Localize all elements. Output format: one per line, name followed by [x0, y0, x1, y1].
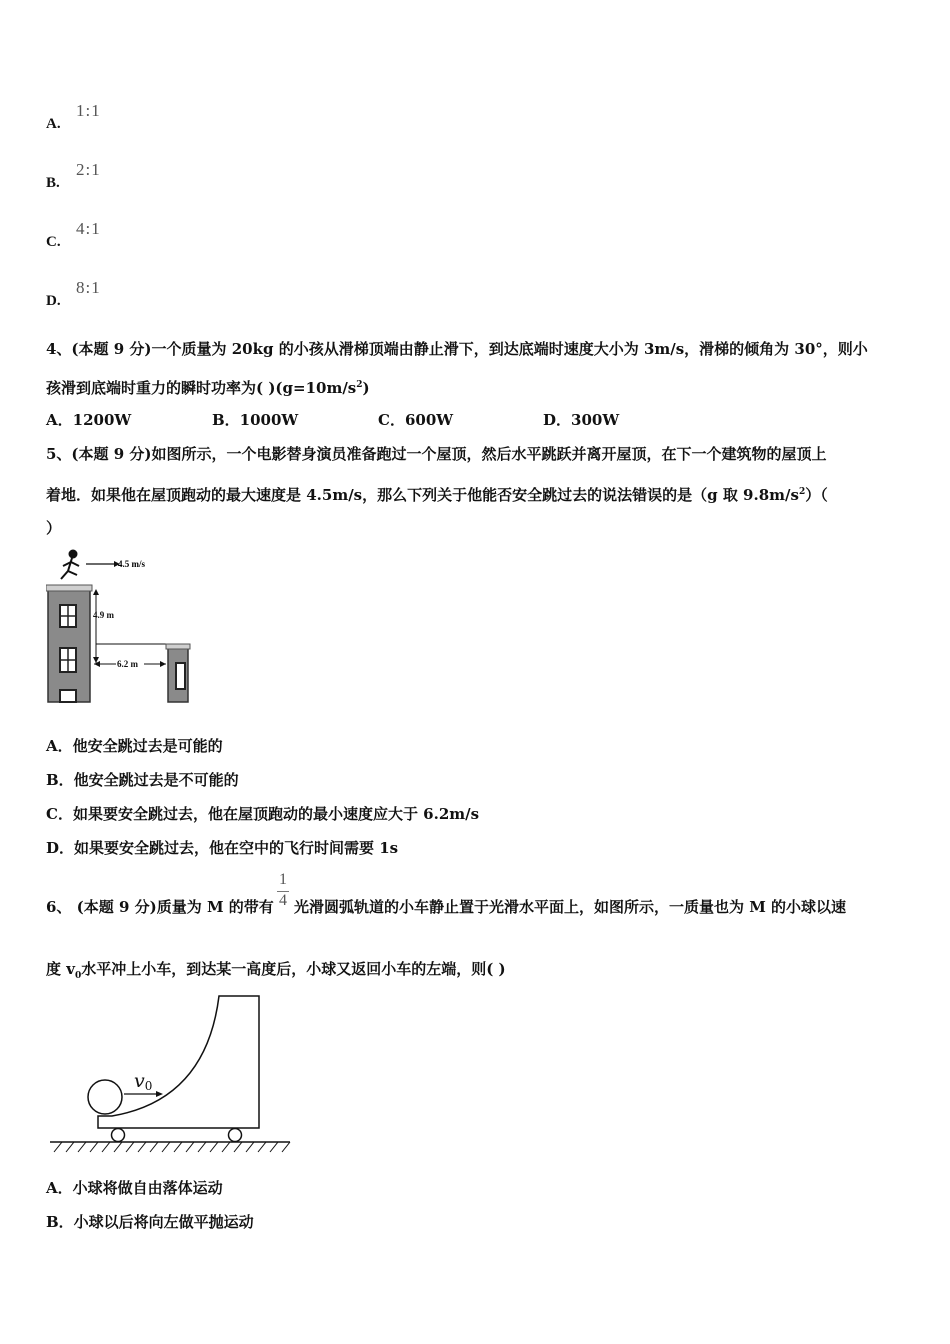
q6-stem-line2: 度 $v_0$水平冲上小车，到达某一高度后，小球又返回小车的左端，则( )	[46, 960, 506, 981]
right-roof	[166, 644, 190, 649]
q4-stem-line2: 孩滑到底端时重力的瞬时功率为( )$(g=10m/s^2)$	[46, 379, 370, 397]
q5-option-b: B．他安全跳过去是不可能的	[46, 771, 239, 789]
q4-option-c: C．600W	[378, 411, 454, 429]
window	[60, 690, 76, 702]
option-letter: A.	[46, 116, 61, 132]
ground-hatching	[54, 1142, 290, 1152]
option-letter: D.	[46, 293, 61, 309]
window	[176, 663, 185, 689]
q6-option-a: A．小球将做自由落体运动	[46, 1179, 223, 1197]
wheel	[112, 1129, 125, 1142]
q5-stem-line3: ）	[46, 519, 62, 537]
ball	[88, 1080, 122, 1114]
velocity-label: v0	[134, 1070, 153, 1093]
q4-option-a: A．1200W	[46, 411, 132, 429]
q6-stem-line1-post: 光滑圆弧轨道的小车静止置于光滑水平面上，如图所示，一质量也为 M 的小球以速	[294, 898, 847, 916]
q5-stem-line1: 5、(本题 9 分)如图所示，一个电影替身演员准备跑过一个屋顶，然后水平跳跃并离开屋顶，在下一个建筑物的屋顶上	[46, 445, 827, 463]
q5-option-d: D．如果要安全跳过去，他在空中的飞行时间需要 1s	[46, 839, 399, 857]
option-value: 4:1	[76, 219, 101, 238]
option-value: 1:1	[76, 101, 101, 120]
q6-stem-line1-pre: 6、 (本题 9 分)质量为 M 的带有	[46, 898, 274, 916]
runner-icon	[61, 551, 79, 580]
q4-option-b: B．1000W	[212, 411, 299, 429]
wheel	[229, 1129, 242, 1142]
q5-stem-line2: 着地．如果他在屋顶跑动的最大速度是 4.5m/s，那么下列关于他能否安全跳过去的说法错误的是（g 取 $9.8m/s^2$）（	[46, 486, 828, 504]
fraction-denominator: 4	[279, 892, 287, 909]
option-letter: B.	[46, 175, 60, 191]
option-value: 2:1	[76, 160, 101, 179]
option-letter: C.	[46, 234, 61, 250]
height-label: 4.9 m	[93, 610, 114, 620]
q6-cart-figure	[46, 990, 296, 1160]
q5-building-figure	[46, 545, 196, 705]
q5-option-a: A．他安全跳过去是可能的	[46, 737, 223, 755]
q5-option-c: C．如果要安全跳过去，他在屋顶跑动的最小速度应大于 6.2m/s	[46, 805, 480, 823]
speed-label: 4.5 m/s	[118, 559, 145, 569]
q4-option-d: D．300W	[543, 411, 620, 429]
cart-body	[98, 996, 259, 1128]
left-roof	[46, 585, 92, 591]
gap-label: 6.2 m	[117, 659, 138, 669]
option-value: 8:1	[76, 278, 101, 297]
fraction-numerator: 1	[279, 871, 287, 888]
quarter-fraction	[276, 871, 290, 910]
q6-option-b: B．小球以后将向左做平抛运动	[46, 1213, 254, 1231]
q4-stem-line1: 4、(本题 9 分)一个质量为 20kg 的小孩从滑梯顶端由静止滑下，到达底端时速度大小为 3m/s，滑梯的倾角为 30°，则小	[46, 340, 868, 358]
